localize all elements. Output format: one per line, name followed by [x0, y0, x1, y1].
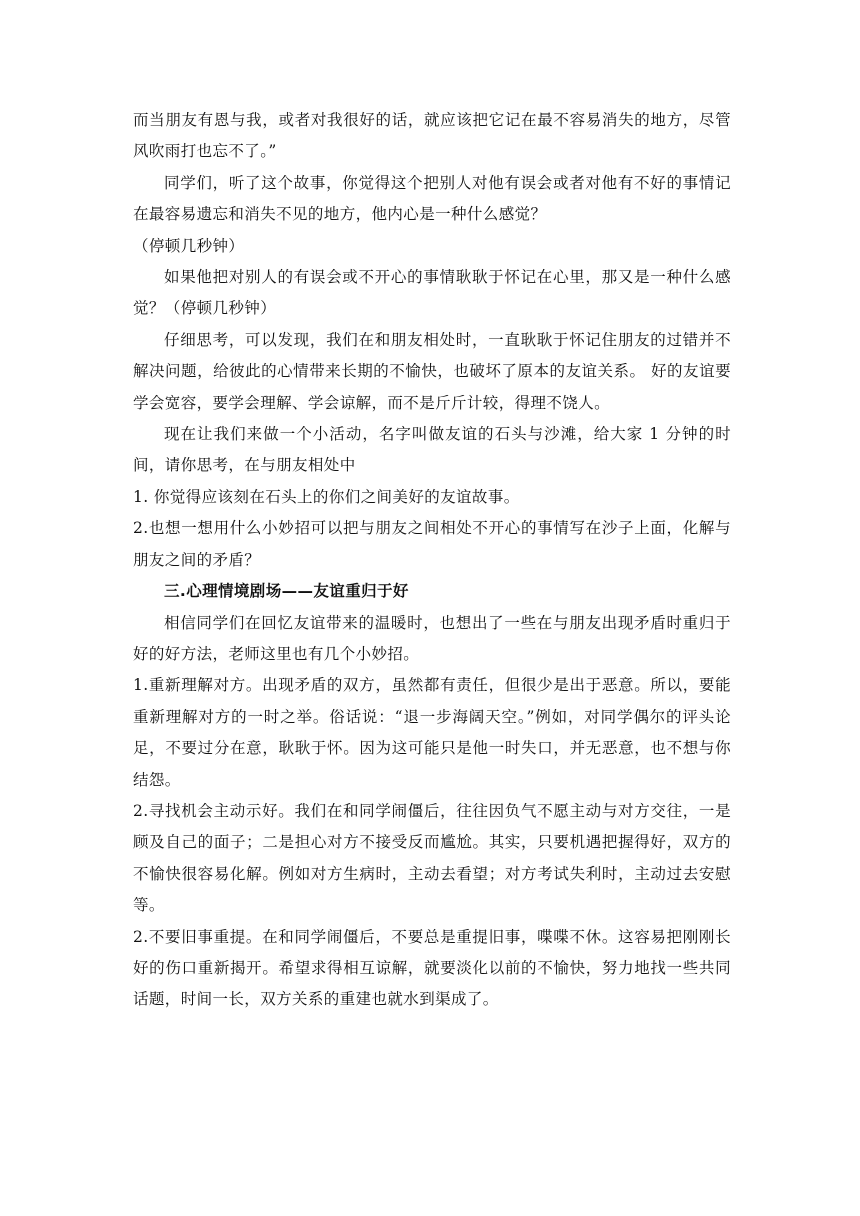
paragraph-1: 而当朋友有恩与我，或者对我很好的话，就应该把它记在最不容易消失的地方，尽管风吹雨打也忘不了。”: [133, 111, 731, 161]
paragraph-5: 仔细思考，可以发现，我们在和朋友相处时，一直耿耿于怀记住朋友的过错并不解决问题，给彼此的心情带来长期的不愉快，也破坏了原本的友谊关系。 好的友谊要学会宽容，要学会理解、学会谅解，而不是斤斤计较，得理不饶人。: [133, 330, 731, 412]
document-body: [133, 105, 731, 1016]
paragraph-6: 现在让我们来做一个小活动，名字叫做友谊的石头与沙滩，给大家 1 分钟的时间，请你思考，在与朋友相处中: [133, 425, 731, 475]
paragraph-7: 相信同学们在回忆友谊带来的温暖时，也想出了一些在与朋友出现矛盾时重归于好的好方法，老师这里也有几个小妙招。: [133, 613, 731, 663]
paragraph-4: 如果他把对别人的有误会或不开心的事情耿耿于怀记在心里，那又是一种什么感觉？（停顿几秒钟）: [133, 268, 731, 318]
tip-item-1: 1.重新理解对方。出现矛盾的双方，虽然都有责任，但很少是出于恶意。所以，要能重新理解对方的一时之举。俗话说：“退一步海阔天空。”例如，对同学偶尔的评头论足，不要过分在意，耿耿于怀。因为这可能只是他一时失口，并无恶意，也不想与你结怨。: [133, 676, 731, 789]
paragraph-2: 同学们，听了这个故事，你觉得这个把别人对他有误会或者对他有不好的事情记在最容易遗忘和消失不见的地方，他内心是一种什么感觉？: [133, 173, 731, 224]
section-heading: 三.心理情境剧场——友谊重归于好: [164, 582, 409, 601]
paragraph-3: （停顿几秒钟）: [133, 236, 245, 255]
tip-item-2: 2.寻找机会主动示好。我们在和同学闹僵后，往往因负气不愿主动与对方交往，一是顾及自己的面子；二是担心对方不接受反而尴尬。其实，只要机遇把握得好，双方的不愉快很容易化解。例如对方生病时，主动去看望；对方考试失利时，主动过去安慰等。: [133, 801, 731, 915]
tip-item-3: 2.不要旧事重提。在和同学闹僵后，不要总是重提旧事，喋喋不休。这容易把刚刚长好的伤口重新揭开。希望求得相互谅解，就要淡化以前的不愉快，努力地找一些共同话题，时间一长，双方关系的重建也就水到渠成了。: [133, 927, 731, 1009]
list-item-1: 1. 你觉得应该刻在石头上的你们之间美好的友谊故事。: [133, 487, 520, 506]
list-item-2: 2.也想一想用什么小妙招可以把与朋友之间相处不开心的事情写在沙子上面，化解与朋友之间的矛盾？: [133, 519, 731, 569]
